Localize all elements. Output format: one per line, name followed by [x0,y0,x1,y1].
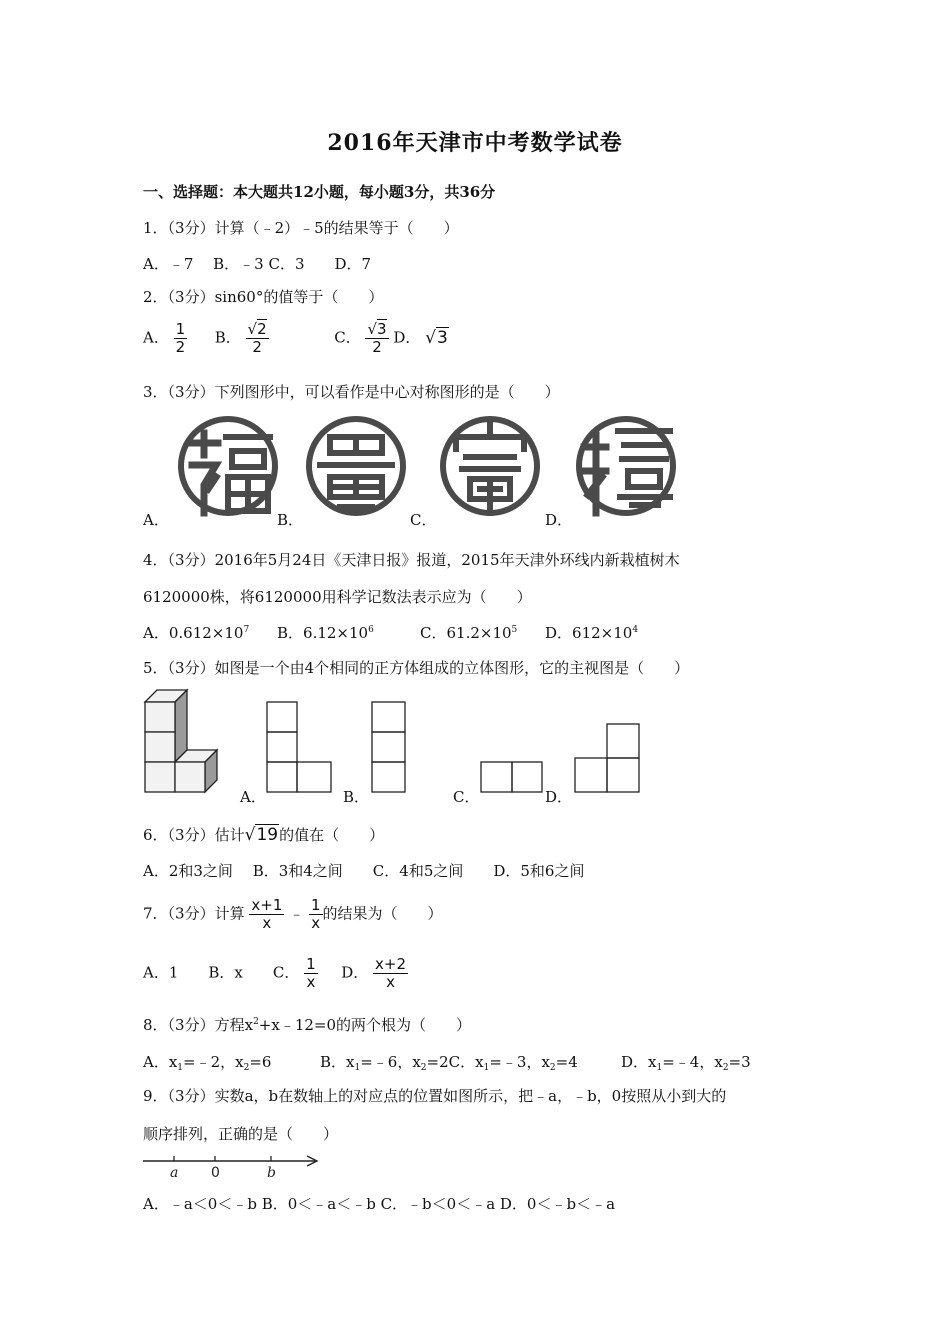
q2-options [143,321,449,356]
q5-label-d: D． [545,788,573,806]
q8-option-d: D．$x_1=﹣4$，$x_2=3$ [621,1053,751,1073]
q5-figures [143,688,643,798]
q9-axis-label-b: b [267,1165,276,1180]
q9-number-line [143,1152,323,1180]
q5-option-b-figure [372,702,405,792]
q5-solid-figure [145,690,217,792]
q9-stem-line1: 9．（3分）实数a，b在数轴上的对应点的位置如图所示，把﹣a，﹣b，0按照从小到大的 [143,1087,727,1105]
q1-options: A．﹣7 B．﹣3 C．3 D．7 [143,255,372,273]
q4-stem-line1: 4．（3分）2016年5月24日《天津日报》报道，2015年天津外环线内新栽植树木 [143,551,680,569]
q5-label-b: B． [343,788,370,806]
q2-stem: 2．（3分）sin60°的值等于（ ） [143,288,384,306]
q9-stem-line2: 顺序排列，正确的是（ ） [143,1125,339,1143]
q5-option-c-figure [481,762,542,792]
q7-fraction-2: $\frac{1}{x}$ [310,896,321,932]
q4-option-a: A．$0.612\times 10^7$ [143,624,250,642]
q3-figure-c [443,419,537,513]
q6-stem: 6．（3分）估计√19的值在（ ） [143,825,385,845]
q5-option-d-figure [575,724,639,792]
q2-option-d-sqrt: √3 [425,327,448,348]
q9-axis-label-0: 0 [211,1165,220,1180]
q4-option-c: C．$61.2\times 10^5$ [420,624,518,642]
q2-option-c-fraction: $\frac{√3}{2}$ [367,320,387,356]
q8-option-a: A．$x_1=﹣2$，$x_2=6$ [143,1053,272,1073]
q3-figure-d [579,419,673,513]
q9-options: A．﹣a＜0＜﹣b B．0＜﹣a＜﹣b C．﹣b＜0＜﹣a D．0＜﹣b＜﹣a [143,1195,616,1213]
q2-option-c-label: C． [334,328,361,347]
q3-label-a: A． [143,511,169,529]
q2-option-b-label: B． [214,328,241,347]
page-title: 2016年天津市中考数学试卷 [327,130,623,156]
q5-option-a-figure [267,702,331,792]
q3-stamp-figures [178,415,678,517]
q9-axis-label-a: a [170,1165,179,1180]
section-heading: 一、选择题：本大题共12小题，每小题3分，共36分 [143,183,496,201]
q7-fraction-1: $\frac{x+1}{x}$ [251,896,283,932]
q3-label-c: C． [410,511,437,529]
q4-option-d: D．$612\times 10^4$ [545,624,639,642]
q5-label-c: C． [453,788,480,806]
q7-option-c-fraction: $\frac{1}{x}$ [306,955,316,991]
q7-options: A．1 B．x C． $\frac{1}{x}$ D． $\frac{x+2}{x}$ [143,955,407,991]
q4-option-b: B．$6.12\times 10^6$ [277,624,374,642]
q6-sqrt: √19 [244,825,279,845]
q4-stem-line2: 6120000株，将6120000用科学记数法表示应为（ ） [143,588,532,606]
q8-stem: 8．（3分）方程$x^2+x﹣12=0$的两个根为（ ） [143,1016,472,1034]
q2-option-b-fraction: $\frac{√2}{2}$ [247,320,267,356]
q2-option-a-label: A． [143,328,169,347]
q3-label-d: D． [545,511,573,529]
q3-figure-b [309,419,403,513]
q3-stem: 3．（3分）下列图形中，可以看作是中心对称图形的是（ ） [143,383,560,401]
q2-option-a-fraction: $\frac{1}{2}$ [175,320,186,356]
q7-option-d-fraction: $\frac{x+2}{x}$ [375,955,407,991]
q6-options: A．2和3之间 B．3和4之间 C．4和5之间 D．5和6之间 [143,862,585,880]
q3-figure-a [181,419,275,513]
q8-option-b-c: B．$x_1=﹣6$，$x_2=2C$．$x_1=﹣3$，$x_2=4$ [320,1053,578,1073]
q1-stem: 1．（3分）计算（﹣2）﹣5的结果等于（ ） [143,219,459,237]
q2-option-d-label: D． [393,328,421,347]
q3-label-b: B． [277,511,304,529]
q5-stem: 5．（3分）如图是一个由4个相同的正方体组成的立体图形，它的主视图是（ ） [143,659,690,677]
q7-stem: 7．（3分）计算 $\frac{x+1}{x}$ ﹣ $\frac{1}{x}$ 的结果为（ ） [143,896,443,932]
q5-label-a: A． [240,788,266,806]
